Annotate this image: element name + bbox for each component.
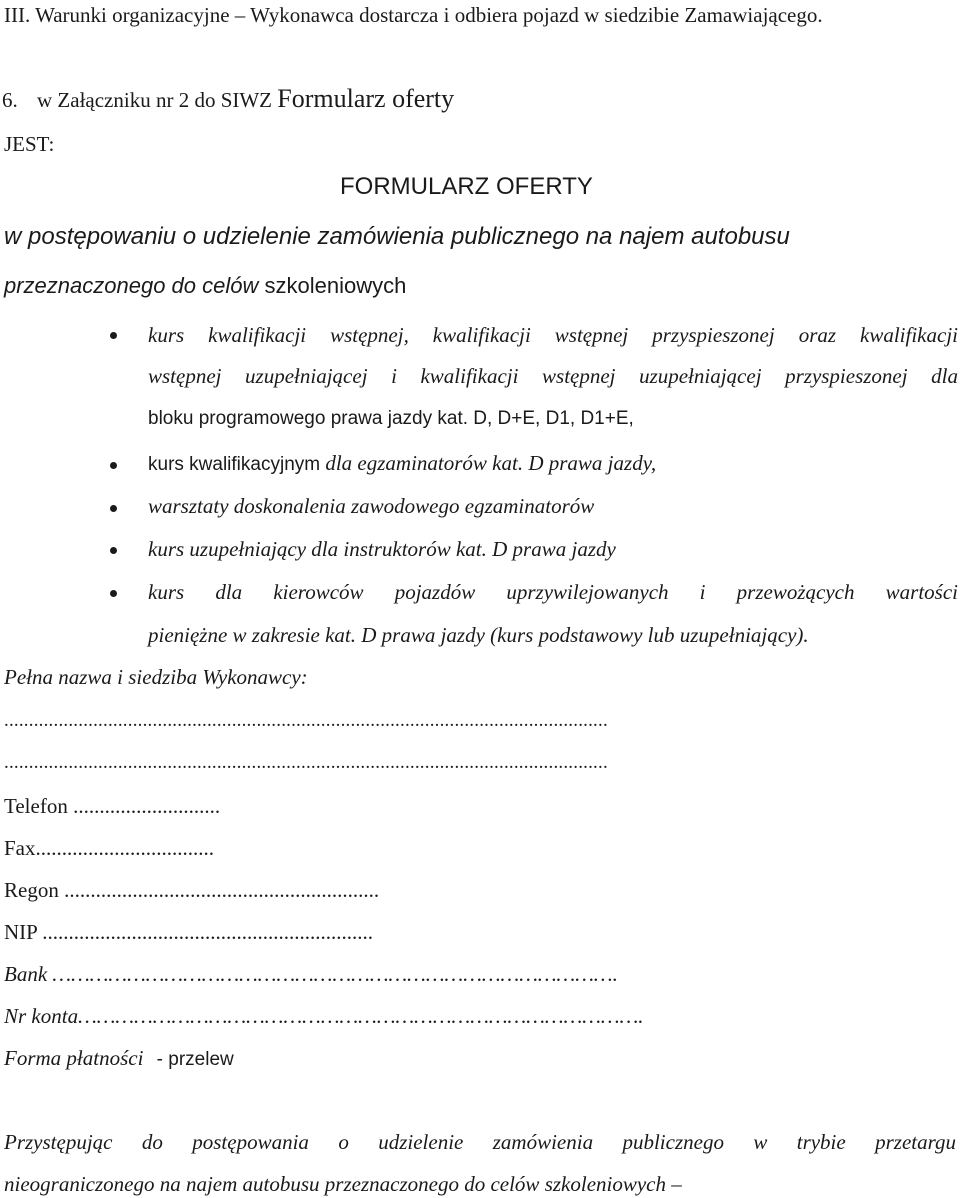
subtitle-line-1: w postępowaniu o udzielenie zamówienia publicznego na najem autobusu <box>4 223 790 250</box>
bullet-1-line-1: kurs kwalifikacji wstępnej, kwalifikacji wstępnej przyspieszonej oraz kwalifikacji <box>148 323 958 347</box>
fax-field: Fax.................................. <box>4 836 214 860</box>
section-heading: III. Warunki organizacyjne – Wykonawca dostarcza i odbiera pojazd w siedzibie Zamawiającego. <box>4 3 823 27</box>
bullet-dot <box>110 590 117 597</box>
payment-value: - przelew <box>156 1049 234 1070</box>
regon-field: Regon ............................................................ <box>4 878 380 902</box>
bullet-5-line-1: kurs dla kierowców pojazdów uprzywilejowanych i przewożących wartości <box>148 580 958 604</box>
subtitle-italic: przeznaczonego do celów <box>4 273 259 298</box>
payment-label: Forma płatności <box>4 1046 144 1070</box>
bullet-dot <box>110 462 117 469</box>
item-6 <box>4 86 454 113</box>
payment-form <box>4 1045 234 1073</box>
item-6-text: w Załączniku nr 2 do SIWZ <box>37 88 273 112</box>
bullet-1-line-2: wstępnej uzupełniającej i kwalifikacji wstępnej uzupełniającej przyspieszonej dla <box>148 364 958 388</box>
contractor-dots-1: .......................................................................................................................... <box>4 710 608 731</box>
bullet-2-normal: kurs kwalifikacyjnym <box>148 454 321 475</box>
final-line-2: nieograniczonego na najem autobusu przeznaczonego do celów szkoleniowych – <box>4 1172 682 1196</box>
bullet-2 <box>148 450 960 478</box>
bullet-5-line-2: pieniężne w zakresie kat. D prawa jazdy (kurs podstawowy lub uzupełniający). <box>148 623 809 647</box>
bullet-2-italic: dla egzaminatorów kat. D prawa jazdy, <box>325 451 657 475</box>
item-6-title: Formularz oferty <box>277 84 455 113</box>
form-title: FORMULARZ OFERTY <box>340 173 593 200</box>
bullet-dot <box>110 505 117 512</box>
nip-field: NIP ............................................................... <box>4 920 374 944</box>
final-line-1: Przystępując do postępowania o udzielenie zamówienia publicznego w trybie przetargu <box>4 1130 956 1154</box>
telefon-field: Telefon ............................ <box>4 794 221 818</box>
subtitle-line-2 <box>4 273 406 299</box>
bullet-dot <box>110 332 117 339</box>
account-field: Nr konta………………………………………………………………………………. <box>4 1004 644 1028</box>
item-6-number: 6. <box>2 88 18 112</box>
subtitle-normal: szkoleniowych <box>264 273 407 298</box>
bullet-4: kurs uzupełniający dla instruktorów kat. D prawa jazdy <box>148 537 616 561</box>
jest-label: JEST: <box>4 132 55 156</box>
bank-field: Bank ………………………………………………………………………………. <box>4 962 618 986</box>
bullet-1-line-3: bloku programowego prawa jazdy kat. D, D+E, D1, D1+E, <box>148 408 634 429</box>
bullet-dot <box>110 547 117 554</box>
contractor-dots-2: .......................................................................................................................... <box>4 752 608 773</box>
bullet-3: warsztaty doskonalenia zawodowego egzaminatorów <box>148 494 595 518</box>
contractor-label: Pełna nazwa i siedziba Wykonawcy: <box>4 665 308 689</box>
